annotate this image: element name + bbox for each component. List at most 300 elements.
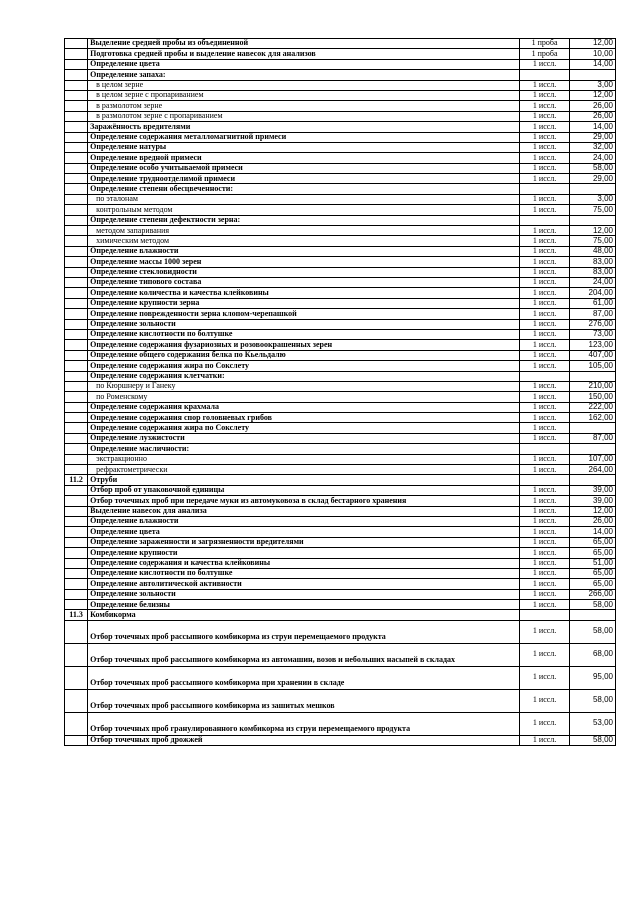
section-number-cell	[65, 444, 88, 454]
service-description-cell	[88, 90, 520, 100]
service-description-text: Определение автолитической активности	[90, 578, 242, 588]
service-description-text: методом запаривания	[96, 225, 170, 235]
section-number-cell	[65, 537, 88, 547]
service-description-text: Отбор точечных проб гранулированного комбикорма из струи перемещаемого продукта	[90, 723, 411, 733]
price-list-document	[64, 38, 616, 746]
price-cell: 26,00	[569, 516, 615, 526]
section-number-cell	[65, 329, 88, 339]
section-number-cell	[65, 142, 88, 152]
unit-cell: 1 иссл.	[520, 620, 569, 643]
service-description-cell	[88, 236, 520, 246]
price-cell: 75,00	[569, 236, 615, 246]
price-cell	[569, 371, 615, 381]
service-description-text: Комбикорма	[90, 609, 136, 619]
table-row	[65, 402, 616, 412]
service-description-cell	[88, 329, 520, 339]
unit-cell: 1 иссл.	[520, 111, 569, 121]
section-number-cell	[65, 413, 88, 423]
table-row	[65, 392, 616, 402]
service-description-text: Отбор проб от упаковочной единицы	[90, 485, 225, 495]
unit-cell: 1 иссл.	[520, 600, 569, 610]
service-description-cell	[88, 527, 520, 537]
section-number-cell	[65, 689, 88, 712]
service-description-cell	[88, 184, 520, 194]
section-number-cell	[65, 350, 88, 360]
price-cell: 83,00	[569, 257, 615, 267]
unit-cell: 1 иссл.	[520, 142, 569, 152]
unit-cell: 1 иссл.	[520, 568, 569, 578]
service-description-text: химическим методом	[96, 235, 170, 245]
price-cell: 10,00	[569, 49, 615, 59]
section-number-cell	[65, 49, 88, 59]
service-description-cell	[88, 371, 520, 381]
price-cell: 26,00	[569, 111, 615, 121]
service-description-text: в целом зерне	[96, 80, 144, 90]
table-row	[65, 496, 616, 506]
section-number-cell	[65, 527, 88, 537]
table-row	[65, 215, 616, 225]
service-description-cell	[88, 610, 520, 620]
service-description-text: Определение влажности	[90, 246, 179, 256]
price-cell: 123,00	[569, 340, 615, 350]
table-row	[65, 620, 616, 643]
price-cell: 58,00	[569, 620, 615, 643]
service-description-text: по эталонам	[96, 194, 138, 204]
service-description-text: Отбор точечных проб рассыпного комбикорма при хранении в складе	[90, 677, 345, 687]
price-cell: 24,00	[569, 277, 615, 287]
table-row	[65, 381, 616, 391]
unit-cell: 1 иссл.	[520, 689, 569, 712]
section-number-cell	[65, 122, 88, 132]
table-row	[65, 194, 616, 204]
section-number-cell	[65, 277, 88, 287]
service-description-text: Определение кислотности по болтушке	[90, 329, 233, 339]
service-description-text: Определение содержания жира по Сокслету	[90, 360, 250, 370]
section-number-cell	[65, 579, 88, 589]
table-row	[65, 689, 616, 712]
price-cell: 53,00	[569, 712, 615, 735]
service-description-cell	[88, 267, 520, 277]
table-row	[65, 454, 616, 464]
unit-cell: 1 иссл.	[520, 90, 569, 100]
service-description-cell	[88, 643, 520, 666]
price-cell: 264,00	[569, 465, 615, 475]
section-number-cell	[65, 39, 88, 49]
price-cell: 266,00	[569, 589, 615, 599]
price-cell: 65,00	[569, 537, 615, 547]
price-cell: 105,00	[569, 361, 615, 371]
price-cell: 12,00	[569, 226, 615, 236]
service-description-cell	[88, 246, 520, 256]
service-description-cell	[88, 568, 520, 578]
price-cell: 61,00	[569, 298, 615, 308]
service-description-cell	[88, 454, 520, 464]
unit-cell	[520, 610, 569, 620]
price-cell: 48,00	[569, 246, 615, 256]
section-number-cell	[65, 246, 88, 256]
table-row	[65, 319, 616, 329]
table-row	[65, 506, 616, 516]
unit-cell: 1 иссл.	[520, 454, 569, 464]
service-description-text: Подготовка средней пробы и выделение навесок для анализов	[90, 48, 316, 58]
service-description-text: Определение содержания клетчатки:	[90, 371, 225, 380]
unit-cell: 1 иссл.	[520, 122, 569, 132]
unit-cell: 1 иссл.	[520, 319, 569, 329]
unit-cell: 1 иссл.	[520, 194, 569, 204]
table-row	[65, 735, 616, 745]
service-description-text: Определение степени дефектности зерна:	[90, 215, 241, 225]
section-number-cell	[65, 381, 88, 391]
price-cell: 12,00	[569, 90, 615, 100]
unit-cell: 1 иссл.	[520, 298, 569, 308]
section-number-cell	[65, 236, 88, 246]
service-description-cell	[88, 537, 520, 547]
price-cell: 14,00	[569, 59, 615, 69]
section-number-cell	[65, 90, 88, 100]
section-number-cell: 11.2	[65, 475, 88, 485]
service-description-cell	[88, 277, 520, 287]
service-description-cell	[88, 548, 520, 558]
unit-cell: 1 иссл.	[520, 153, 569, 163]
table-row	[65, 153, 616, 163]
unit-cell: 1 иссл.	[520, 361, 569, 371]
section-number-cell	[65, 257, 88, 267]
table-row	[65, 288, 616, 298]
table-row	[65, 122, 616, 132]
service-description-cell	[88, 558, 520, 568]
service-description-cell	[88, 433, 520, 443]
service-description-cell	[88, 215, 520, 225]
price-cell: 68,00	[569, 643, 615, 666]
unit-cell: 1 иссл.	[520, 558, 569, 568]
price-cell: 276,00	[569, 319, 615, 329]
table-row	[65, 643, 616, 666]
price-cell: 29,00	[569, 132, 615, 142]
service-description-cell	[88, 361, 520, 371]
table-row	[65, 70, 616, 80]
price-cell: 73,00	[569, 329, 615, 339]
section-number-cell	[65, 496, 88, 506]
price-cell: 65,00	[569, 548, 615, 558]
price-cell: 24,00	[569, 153, 615, 163]
unit-cell: 1 иссл.	[520, 423, 569, 433]
service-description-cell	[88, 205, 520, 215]
table-row	[65, 257, 616, 267]
service-description-cell	[88, 666, 520, 689]
table-row	[65, 39, 616, 49]
service-description-cell	[88, 381, 520, 391]
service-description-text: Выделение навесок для анализа	[90, 506, 207, 516]
unit-cell: 1 иссл.	[520, 350, 569, 360]
table-row	[65, 558, 616, 568]
table-row	[65, 537, 616, 547]
unit-cell: 1 иссл.	[520, 163, 569, 173]
service-description-text: рефрактометрически	[96, 464, 168, 474]
unit-cell: 1 иссл.	[520, 537, 569, 547]
service-description-text: Отруби	[90, 474, 118, 484]
section-number-cell	[65, 392, 88, 402]
unit-cell	[520, 184, 569, 194]
service-description-text: Определение содержания крахмала	[90, 402, 219, 412]
section-number-cell	[65, 666, 88, 689]
unit-cell: 1 иссл.	[520, 643, 569, 666]
table-row	[65, 80, 616, 90]
service-description-cell	[88, 413, 520, 423]
service-description-cell	[88, 309, 520, 319]
section-number-cell	[65, 298, 88, 308]
unit-cell: 1 иссл.	[520, 288, 569, 298]
service-description-text: Определение поврежденности зерна клопом-черепашкой	[90, 308, 297, 318]
service-description-cell	[88, 423, 520, 433]
section-number-cell	[65, 111, 88, 121]
service-description-text: Определение содержания металломагнитной примеси	[90, 132, 287, 141]
table-row	[65, 163, 616, 173]
price-cell	[569, 215, 615, 225]
unit-cell: 1 иссл.	[520, 59, 569, 69]
unit-cell: 1 иссл.	[520, 101, 569, 111]
service-description-text: Определение трудноотделимой примеси	[90, 173, 236, 183]
service-description-cell	[88, 101, 520, 111]
service-description-text: Отбор точечных проб рассыпного комбикорма из зашитых мешков	[90, 700, 335, 710]
table-row	[65, 59, 616, 69]
service-description-cell	[88, 392, 520, 402]
table-row	[65, 712, 616, 735]
section-number-cell	[65, 59, 88, 69]
table-row	[65, 309, 616, 319]
price-cell: 14,00	[569, 527, 615, 537]
section-number-cell	[65, 548, 88, 558]
section-number-cell	[65, 516, 88, 526]
service-description-text: Определение стекловидности	[90, 267, 197, 277]
unit-cell: 1 иссл.	[520, 340, 569, 350]
price-cell	[569, 610, 615, 620]
price-cell: 26,00	[569, 101, 615, 111]
price-cell	[569, 423, 615, 433]
table-row	[65, 132, 616, 142]
table-row	[65, 589, 616, 599]
service-description-cell	[88, 49, 520, 59]
service-description-text: в целом зерне с пропариванием	[96, 90, 204, 100]
table-row	[65, 277, 616, 287]
section-number-cell	[65, 101, 88, 111]
price-cell: 58,00	[569, 689, 615, 712]
unit-cell: 1 иссл.	[520, 402, 569, 412]
price-cell: 12,00	[569, 39, 615, 49]
service-description-cell	[88, 485, 520, 495]
unit-cell	[520, 70, 569, 80]
service-description-cell	[88, 689, 520, 712]
unit-cell	[520, 215, 569, 225]
service-description-text: Определение цвета	[90, 59, 160, 69]
service-description-text: контрольным методом	[96, 204, 173, 214]
price-cell: 65,00	[569, 568, 615, 578]
service-description-cell	[88, 226, 520, 236]
service-description-text: Определение зольности	[90, 589, 176, 599]
service-description-text: Определение зольности	[90, 319, 176, 329]
service-description-text: Определение содержания жира по Сокслету	[90, 422, 250, 432]
table-row	[65, 568, 616, 578]
unit-cell: 1 иссл.	[520, 465, 569, 475]
service-description-text: Определение содержания и качества клейковины	[90, 558, 271, 568]
table-row	[65, 610, 616, 620]
service-description-cell	[88, 350, 520, 360]
unit-cell: 1 иссл.	[520, 174, 569, 184]
service-description-text: Определение содержания спор головневых грибов	[90, 412, 272, 422]
table-row	[65, 246, 616, 256]
section-number-cell	[65, 402, 88, 412]
service-description-cell	[88, 579, 520, 589]
service-description-text: Определение количества и качества клейковины	[90, 287, 269, 297]
unit-cell: 1 иссл.	[520, 329, 569, 339]
section-number-cell	[65, 465, 88, 475]
price-cell	[569, 475, 615, 485]
table-row	[65, 371, 616, 381]
service-description-cell	[88, 506, 520, 516]
service-description-text: Определение запаха:	[90, 69, 166, 79]
unit-cell: 1 иссл.	[520, 246, 569, 256]
section-number-cell	[65, 163, 88, 173]
unit-cell: 1 проба	[520, 39, 569, 49]
service-description-text: Определение лузжистости	[90, 433, 185, 443]
price-cell	[569, 444, 615, 454]
service-description-cell	[88, 298, 520, 308]
unit-cell: 1 иссл.	[520, 309, 569, 319]
unit-cell	[520, 371, 569, 381]
table-row	[65, 413, 616, 423]
price-cell: 58,00	[569, 600, 615, 610]
service-description-cell	[88, 620, 520, 643]
service-description-cell	[88, 475, 520, 485]
section-number-cell	[65, 174, 88, 184]
price-cell: 12,00	[569, 506, 615, 516]
price-cell: 222,00	[569, 402, 615, 412]
section-number-cell	[65, 340, 88, 350]
price-cell: 29,00	[569, 174, 615, 184]
table-row	[65, 298, 616, 308]
service-description-text: Определение вредной примеси	[90, 152, 202, 162]
service-description-text: Определение крупности зерна	[90, 298, 200, 308]
section-number-cell	[65, 153, 88, 163]
table-row	[65, 361, 616, 371]
service-description-cell	[88, 122, 520, 132]
service-description-cell	[88, 80, 520, 90]
section-number-cell	[65, 454, 88, 464]
service-description-text: Определение цвета	[90, 526, 160, 536]
table-row	[65, 433, 616, 443]
table-row	[65, 516, 616, 526]
service-description-text: Определение влажности	[90, 516, 179, 526]
section-number-cell	[65, 205, 88, 215]
price-cell: 65,00	[569, 579, 615, 589]
service-description-cell	[88, 402, 520, 412]
section-number-cell	[65, 215, 88, 225]
unit-cell: 1 иссл.	[520, 548, 569, 558]
service-description-cell	[88, 174, 520, 184]
service-description-cell	[88, 288, 520, 298]
price-cell: 3,00	[569, 194, 615, 204]
service-description-text: Отбор точечных проб дрожжей	[90, 735, 203, 745]
unit-cell: 1 проба	[520, 49, 569, 59]
price-table-body	[65, 39, 616, 746]
table-row	[65, 340, 616, 350]
price-cell: 14,00	[569, 122, 615, 132]
service-description-text: Отбор точечных проб при передаче муки из автомуковоза в склад бестарного хранения	[90, 495, 407, 505]
table-row	[65, 205, 616, 215]
unit-cell: 1 иссл.	[520, 485, 569, 495]
service-description-cell	[88, 59, 520, 69]
section-number-cell	[65, 267, 88, 277]
table-row	[65, 666, 616, 689]
section-number-cell	[65, 70, 88, 80]
section-number-cell	[65, 735, 88, 745]
table-row	[65, 527, 616, 537]
unit-cell	[520, 475, 569, 485]
table-row	[65, 101, 616, 111]
service-description-cell	[88, 444, 520, 454]
service-description-cell	[88, 319, 520, 329]
price-cell: 83,00	[569, 267, 615, 277]
service-description-cell	[88, 194, 520, 204]
price-cell: 3,00	[569, 80, 615, 90]
section-number-cell	[65, 132, 88, 142]
price-cell	[569, 70, 615, 80]
price-cell: 58,00	[569, 163, 615, 173]
price-cell: 87,00	[569, 433, 615, 443]
section-number-cell	[65, 361, 88, 371]
unit-cell: 1 иссл.	[520, 381, 569, 391]
service-description-cell	[88, 132, 520, 142]
section-number-cell	[65, 568, 88, 578]
service-description-text: Определение зараженности и загрязненности вредителями	[90, 537, 304, 547]
section-number-cell	[65, 80, 88, 90]
service-description-cell	[88, 70, 520, 80]
service-description-text: Определение кислотности по болтушке	[90, 568, 233, 578]
unit-cell: 1 иссл.	[520, 267, 569, 277]
price-cell: 204,00	[569, 288, 615, 298]
service-description-text: Определение содержания фузариозных и розовоокрашенных зерен	[90, 339, 333, 349]
unit-cell: 1 иссл.	[520, 712, 569, 735]
service-description-cell	[88, 340, 520, 350]
service-description-cell	[88, 111, 520, 121]
service-description-cell	[88, 589, 520, 599]
section-number-cell	[65, 589, 88, 599]
section-number-cell	[65, 184, 88, 194]
service-description-cell	[88, 163, 520, 173]
service-description-cell	[88, 465, 520, 475]
service-description-cell	[88, 600, 520, 610]
service-description-text: Определение степени обесцвеченности:	[90, 183, 234, 193]
service-description-text: в размолотом зерне	[96, 100, 163, 110]
table-row	[65, 111, 616, 121]
table-row	[65, 49, 616, 59]
service-description-text: Отбор точечных проб рассыпного комбикорма из автомашин, возов и небольших насыпей в складах	[90, 654, 455, 664]
service-description-text: Отбор точечных проб рассыпного комбикорма из струи перемещаемого продукта	[90, 631, 386, 641]
section-number-cell	[65, 194, 88, 204]
service-description-text: в размолотом зерне с пропариванием	[96, 111, 223, 121]
unit-cell: 1 иссл.	[520, 257, 569, 267]
table-row	[65, 465, 616, 475]
section-number-cell	[65, 620, 88, 643]
section-number-cell	[65, 309, 88, 319]
section-number-cell	[65, 226, 88, 236]
service-description-cell	[88, 257, 520, 267]
unit-cell: 1 иссл.	[520, 589, 569, 599]
section-number-cell	[65, 485, 88, 495]
service-description-cell	[88, 735, 520, 745]
service-description-text: по Кюршнеру и Ганеку	[96, 381, 176, 391]
price-table	[64, 38, 616, 746]
service-description-cell	[88, 142, 520, 152]
